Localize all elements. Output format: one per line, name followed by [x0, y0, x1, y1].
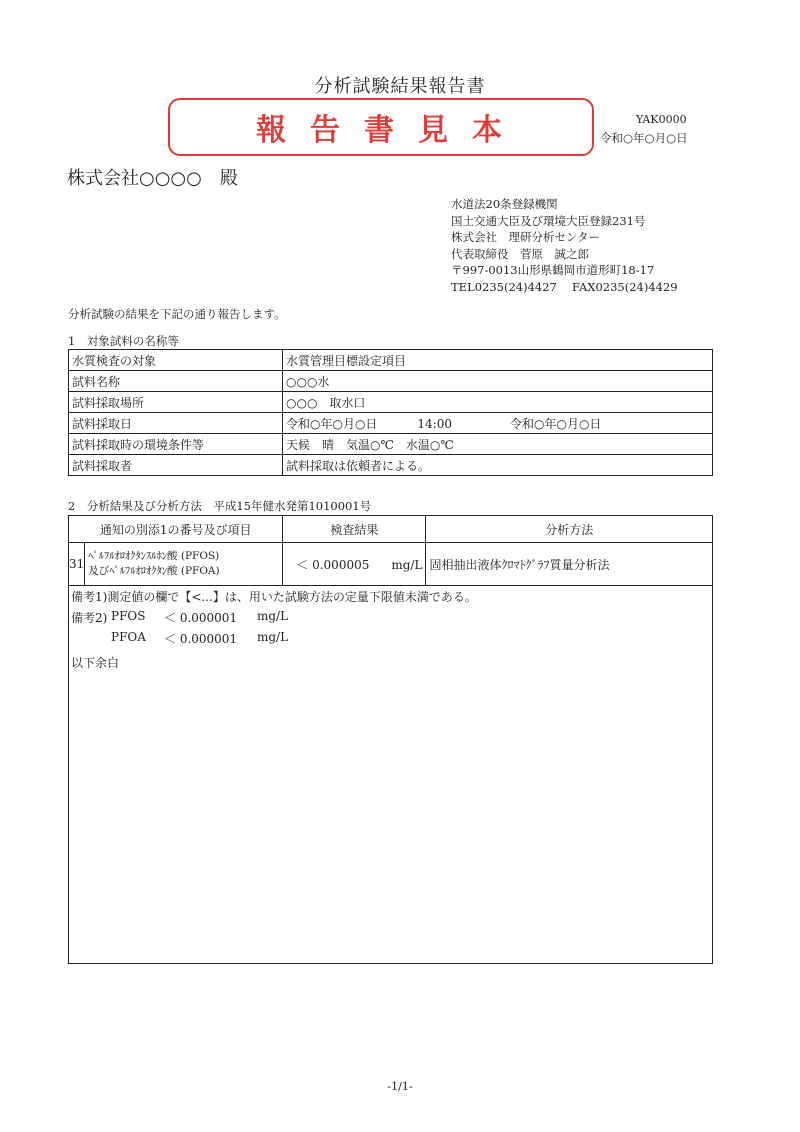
sampling-date-cell	[283, 413, 713, 434]
section1-title: 1 対象試料の名称等	[68, 334, 179, 348]
table-row	[69, 392, 713, 413]
item-number: 31	[69, 543, 85, 586]
report-number: YAK0000	[636, 113, 687, 126]
note-1: 備考1)測定値の欄で【<...】は、用いた試験方法の定量下限値未満である。	[71, 590, 477, 604]
row-label: 水質検査の対象	[69, 350, 283, 371]
header-method: 分析方法	[426, 516, 713, 543]
issuer-line: 水道法20条登録機関	[451, 197, 558, 211]
page-number: -1/1-	[387, 1080, 413, 1093]
table-row	[69, 543, 713, 586]
row-value: ○○○水	[283, 371, 713, 392]
item-name-line2: 及びﾍﾟﾙﾌﾙｵﾛｵｸﾀﾝ酸 (PFOA)	[88, 565, 220, 577]
row-value: 天候 晴 気温○℃ 水温○℃	[283, 434, 713, 455]
pfos-label: PFOS	[111, 609, 146, 623]
row-label: 試料採取時の環境条件等	[69, 434, 283, 455]
row-label: 試料名称	[69, 371, 283, 392]
row-value: ○○○ 取水口	[283, 392, 713, 413]
table-row	[69, 371, 713, 392]
pfoa-unit: mg/L	[257, 630, 289, 644]
result-cell	[283, 543, 426, 586]
issuer-line: 〒997-0013山形県鶴岡市道形町18-17	[451, 263, 655, 277]
recipient: 株式会社○○○○ 殿	[67, 168, 238, 189]
issuer-line: 代表取締役 菅原 誠之郎	[451, 246, 589, 261]
method-cell: 固相抽出液体ｸﾛﾏﾄｸﾞﾗﾌ質量分析法	[426, 543, 713, 586]
section2-title: 2 分析結果及び分析方法 平成15年健水発第1010001号	[68, 499, 372, 513]
issuer-line: 株式会社 理研分析センター	[451, 230, 601, 244]
sample-info-table	[68, 349, 713, 476]
table-row	[69, 350, 713, 371]
issuer-line: 国土交通大臣及び環境大臣登録231号	[451, 213, 646, 228]
sampling-time: 14:00	[417, 416, 453, 431]
item-name	[85, 543, 283, 586]
table-row	[69, 434, 713, 455]
table-row	[69, 413, 713, 434]
pfos-value: ＜ 0.000001	[164, 611, 238, 625]
document-title: 分析試験結果報告書	[314, 76, 486, 97]
sample-report-stamp: 報告書見本	[168, 98, 594, 156]
issuer-line: TEL0235(24)4427 FAX0235(24)4429	[451, 279, 678, 294]
sampling-date: 令和○年○月○日	[286, 416, 378, 431]
analysis-results-table	[68, 515, 713, 586]
table-header-row	[69, 516, 713, 543]
pfos-unit: mg/L	[257, 609, 289, 623]
end-of-content: 以下余白	[71, 656, 120, 670]
table-row	[69, 455, 713, 476]
pfoa-label: PFOA	[111, 630, 146, 644]
intro-text: 分析試験の結果を下記の通り報告します。	[68, 307, 286, 321]
row-label: 試料採取日	[69, 413, 283, 434]
header-item: 通知の別添1の番号及び項目	[69, 516, 283, 543]
row-label: 試料採取場所	[69, 392, 283, 413]
notes-box	[68, 584, 713, 964]
item-name-line1: ﾍﾟﾙﾌﾙｵﾛｵｸﾀﾝｽﾙﾎﾝ酸 (PFOS)	[88, 550, 220, 562]
pfoa-value: ＜ 0.000001	[164, 632, 238, 646]
row-label: 試料採取者	[69, 455, 283, 476]
header-result: 検査結果	[283, 516, 426, 543]
row-value: 試料採取は依頼者による。	[283, 455, 713, 476]
result-unit: mg/L	[391, 557, 423, 572]
result-value: ＜ 0.000005	[296, 557, 370, 572]
report-date: 令和○年○月○日	[600, 131, 688, 145]
note-2-prefix: 備考2)	[71, 611, 108, 625]
sampling-date-2: 令和○年○月○日	[510, 416, 602, 431]
issuer-block	[451, 196, 678, 295]
row-value: 水質管理目標設定項目	[283, 350, 713, 371]
